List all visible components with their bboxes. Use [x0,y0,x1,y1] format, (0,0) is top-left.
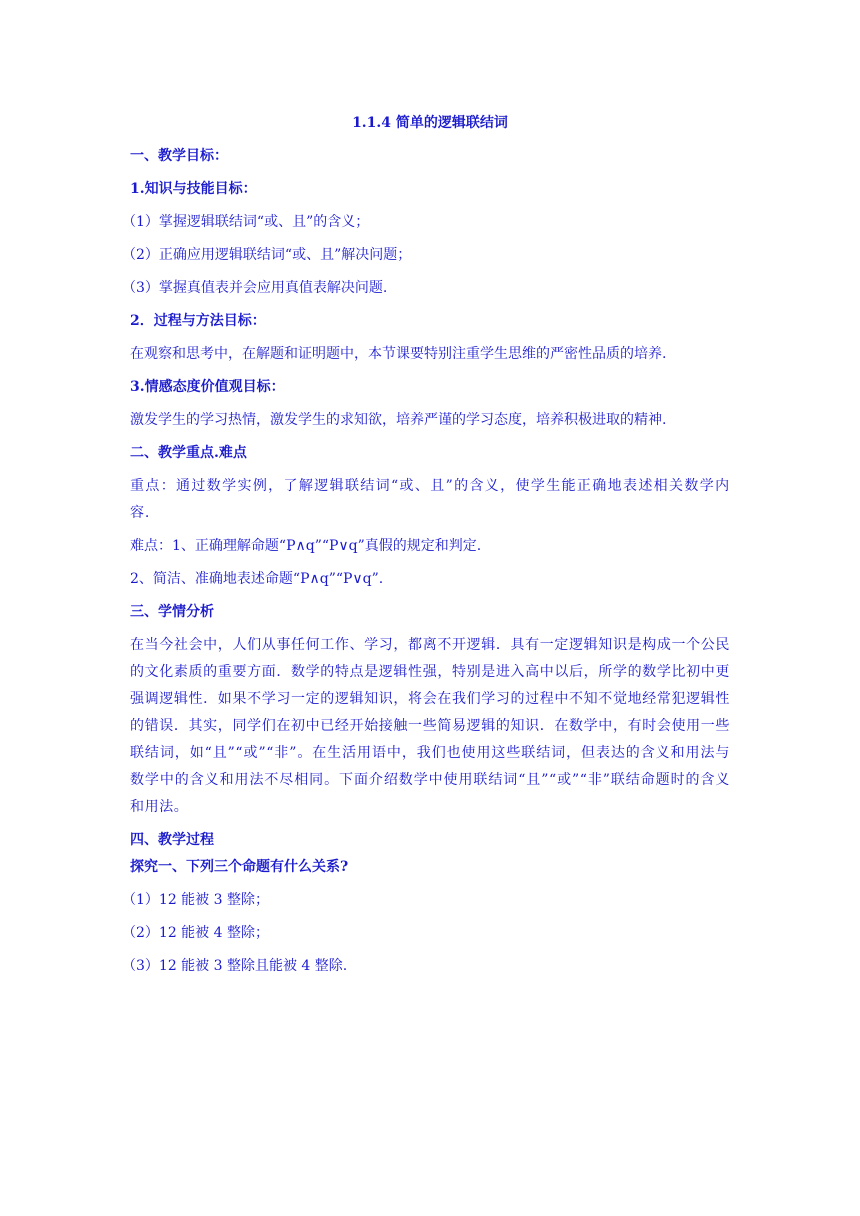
paragraph: 激发学生的学习热情，激发学生的求知欲，培养严谨的学习态度，培养积极进取的精神. [130,412,667,428]
document-title: 1.1.4 简单的逻辑联结词 [352,115,508,131]
subsection-1-1-heading: 1.知识与技能目标： [130,181,257,197]
paragraph: 在观察和思考中，在解题和证明题中，本节课要特别注重学生思维的严密性品质的培养. [130,346,667,362]
list-item: （1）12 能被 3 整除； [122,892,269,908]
section-2-heading: 二、教学重点.难点 [130,445,247,461]
list-item: （2）12 能被 4 整除； [122,925,269,941]
subsection-1-3-heading: 3.情感态度价值观目标： [130,379,285,395]
list-item: （3）掌握真值表并会应用真值表解决问题. [122,280,388,296]
paragraph-difficulty-1: 难点：1、正确理解命题“P∧q”“P∨q”真假的规定和判定. [130,538,482,554]
document-body [122,110,730,986]
list-item: （1）掌握逻辑联结词“或、且”的含义； [122,214,370,230]
paragraph-difficulty-2: 2、简洁、准确地表述命题“P∧q”“P∨q”. [130,571,384,587]
section-1-heading: 一、教学目标： [130,148,228,164]
section-4-heading: 四、教学过程 [130,832,214,848]
subsection-1-2-heading: 2．过程与方法目标： [130,313,266,329]
list-item: （2）正确应用逻辑联结词“或、且”解决问题； [122,247,412,263]
paragraph-key-points: 重点：通过数学实例，了解逻辑联结词“或、且”的含义，使学生能正确地表述相关数学内容. [130,478,730,521]
explore-1-heading: 探究一、下列三个命题有什么关系? [130,859,349,875]
paragraph-learning-analysis: 在当今社会中，人们从事任何工作、学习，都离不开逻辑．具有一定逻辑知识是构成一个公民的文化素质的重要方面．数学的特点是逻辑性强，特别是进入高中以后，所学的数学比初中更强调逻辑性．如果不学习一定的逻辑知识，将会在我们学习的过程中不知不觉地经常犯逻辑性的错误．其实，同学们在初中已经开始接触一些简易逻辑的知识．在数学中，有时会使用一些联结词，如“且”“或”“非”。在生活用语中，我们也使用这些联结词，但表达的含义和用法与数学中的含义和用法不尽相同。下面介绍数学中使用联结词“且”“或”“非”联结命题时的含义和用法。 [130,637,730,815]
section-3-heading: 三、学情分析 [130,604,214,620]
list-item: （3）12 能被 3 整除且能被 4 整除. [122,958,348,974]
